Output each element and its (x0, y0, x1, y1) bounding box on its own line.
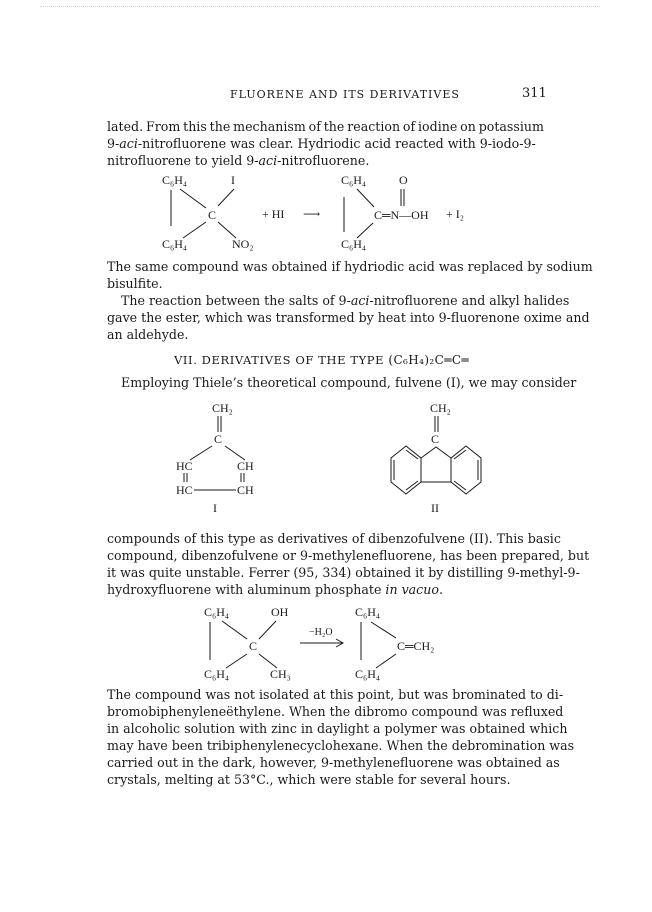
text-line: gave the ester, which was transformed by heat into 9-fluorenone oxime and (107, 310, 590, 325)
text-line: lated. From this the mechanism of the reaction of iodine on potassium (107, 119, 544, 134)
formula-c-double-n-oh: C═N—OH (374, 208, 429, 222)
label-structure-i: I (213, 501, 217, 515)
reactant-c6h4-bottom: C₆H₄ (204, 667, 230, 681)
text-line: crystals, melting at 53°C., which were stable for several hours. (107, 772, 511, 787)
text-line: an aldehyde. (107, 327, 189, 342)
reactant-c: C (249, 639, 258, 653)
text-line: The compound was not isolated at this point, but was brominated to di- (107, 687, 564, 702)
product-plus-i2: + I₂ (446, 207, 464, 221)
dibenzofulvene-ch2: CH₂ (430, 401, 451, 415)
paragraph-bromination (107, 686, 575, 788)
fulvene-ch2: CH₂ (212, 401, 233, 415)
reagent-plus-hi: + HI (262, 207, 285, 221)
text-line: nitrofluorene to yield 9-aci-nitrofluorene. (107, 153, 370, 168)
running-header-title: FLUORENE AND ITS DERIVATIVES (230, 88, 460, 101)
formula-no2: NO₂ (232, 237, 254, 251)
fulvene-hc-upper: HC (176, 459, 193, 473)
reactant-ch3: CH₃ (270, 667, 291, 681)
formula-carbon-center: C (208, 208, 217, 222)
text-line: The reaction between the salts of 9-aci-nitrofluorene and alkyl halides (121, 293, 570, 308)
reaction-arrow: ⟶ (303, 207, 321, 221)
text-line: in alcoholic solution with zinc in daylight a polymer was obtained which (107, 721, 568, 736)
text-line: Employing Thiele’s theoretical compound, fulvene (I), we may consider (121, 375, 577, 390)
product-c6h4-top: C₆H₄ (355, 605, 381, 619)
paragraph-dibenzofulvene (107, 530, 590, 598)
structures-fulvene-dibenzofulvene (0, 398, 652, 518)
text-line: carried out in the dark, however, 9-methylenefluorene was obtained as (107, 755, 560, 770)
text-line: The same compound was obtained if hydriodic acid was replaced by sodium (107, 259, 593, 274)
paragraph-iodine-mechanism (107, 118, 544, 169)
formula-iodine: I (231, 173, 235, 187)
text-line: may have been tribiphenylenecyclohexane. When the debromination was (107, 738, 575, 753)
text-line: compound, dibenzofulvene or 9-methylenefluorene, has been prepared, but (107, 548, 590, 563)
formula-oxygen: O (399, 173, 408, 187)
fulvene-hc-lower: HC (176, 483, 193, 497)
fulvene-c: C (214, 432, 223, 446)
product-c6h4-bottom: C₆H₄ (355, 667, 381, 681)
fulvene-ch-lower: CH (237, 483, 254, 497)
text-line: hydroxyfluorene with aluminum phosphate in vacuo. (107, 582, 443, 597)
text-line: compounds of this type as derivatives of dibenzofulvene (II). This basic (107, 531, 561, 546)
fulvene-ch-upper: CH (237, 459, 254, 473)
formula-c6h4-bottom: C₆H₄ (162, 237, 188, 251)
reaction-scheme-iodo-nitrofluorene (0, 170, 652, 252)
reactant-oh: OH (271, 605, 289, 619)
formula-c6h4-top-product: C₆H₄ (341, 173, 367, 187)
formula-c6h4-bottom-product: C₆H₄ (341, 237, 367, 251)
section-heading: VII. DERIVATIVES OF THE TYPE (C₆H₄)₂C═C═ (174, 353, 470, 367)
formula-c6h4-top: C₆H₄ (162, 173, 188, 187)
paragraph-bisulfite-ester (107, 258, 593, 343)
paragraph-thiele-fulvene (107, 374, 577, 391)
label-structure-ii: II (431, 501, 439, 515)
dibenzofulvene-c: C (431, 432, 440, 446)
reaction-scheme-dehydration (0, 602, 652, 682)
text-line: 9-aci-nitrofluorene was clear. Hydriodic acid reacted with 9-iodo-9- (107, 136, 536, 151)
reagent-minus-h2o: −H₂O (309, 627, 333, 638)
text-line: it was quite unstable. Ferrer (95, 334) obtained it by distilling 9-methyl-9- (107, 565, 580, 580)
text-line: bisulfite. (107, 276, 163, 291)
text-line: bromobiphenyleneëthylene. When the dibromo compound was refluxed (107, 704, 564, 719)
page-number: 311 (522, 86, 547, 101)
product-c-double-ch2: C═CH₂ (397, 639, 435, 653)
scan-edge-marks (40, 6, 600, 9)
reactant-c6h4-top: C₆H₄ (204, 605, 230, 619)
